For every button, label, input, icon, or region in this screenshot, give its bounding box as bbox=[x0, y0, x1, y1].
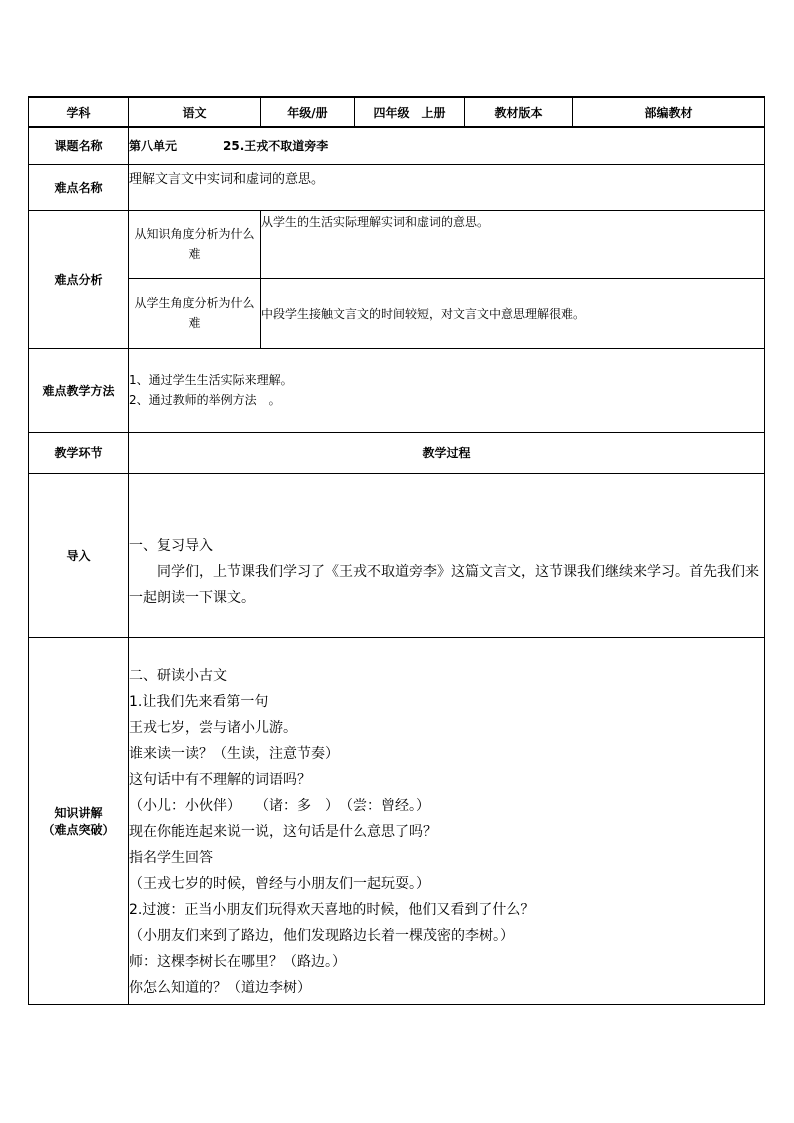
analysis-row-1 bbox=[29, 210, 765, 278]
knowledge-line: 你怎么知道的？（道边李树） bbox=[129, 979, 311, 996]
knowledge-angle-label: 从知识角度分析为什么难 bbox=[129, 210, 261, 278]
knowledge-line: 2.过渡：正当小朋友们玩得欢天喜地的时候，他们又看到了什么？ bbox=[129, 901, 535, 918]
method-item: 2、通过教师的举例方法 。 bbox=[129, 393, 281, 407]
knowledge-line: 这句话中有不理解的词语吗？ bbox=[129, 771, 311, 788]
knowledge-line: 师：这棵李树长在哪里？（路边。） bbox=[129, 953, 346, 970]
lesson-plan-table bbox=[28, 96, 765, 1005]
difficulty-label: 难点名称 bbox=[29, 164, 129, 210]
process-label: 教学过程 bbox=[129, 432, 765, 473]
method-row bbox=[29, 348, 765, 432]
knowledge-line: （小儿：小伙伴） （诸：多 ） （尝：曾经。） bbox=[129, 797, 430, 814]
knowledge-label bbox=[29, 637, 129, 1004]
knowledge-angle-value: 从学生的生活实际理解实词和虚词的意思。 bbox=[261, 210, 765, 278]
intro-content bbox=[129, 473, 765, 637]
analysis-row-2 bbox=[29, 278, 765, 348]
course-unit: 第八单元 bbox=[129, 139, 178, 154]
edition-value: 部编教材 bbox=[573, 97, 765, 127]
intro-label: 导入 bbox=[29, 473, 129, 637]
course-name: 25.王戎不取道旁李 bbox=[223, 139, 329, 154]
difficulty-value: 理解文言文中实词和虚词的意思。 bbox=[129, 164, 765, 210]
analysis-label: 难点分析 bbox=[29, 210, 129, 348]
knowledge-line: （王戎七岁的时候，曾经与小朋友们一起玩耍。） bbox=[129, 875, 430, 892]
knowledge-heading: 二、研读小古文 bbox=[129, 667, 227, 684]
process-header-row bbox=[29, 432, 765, 473]
stage-label: 教学环节 bbox=[29, 432, 129, 473]
header-row bbox=[29, 97, 765, 127]
intro-heading: 一、复习导入 bbox=[129, 538, 213, 554]
method-label: 难点教学方法 bbox=[29, 348, 129, 432]
method-list bbox=[129, 348, 765, 432]
student-angle-value: 中段学生接触文言文的时间较短，对文言文中意思理解很难。 bbox=[261, 278, 765, 348]
grade-label: 年级/册 bbox=[261, 97, 355, 127]
course-row bbox=[29, 127, 765, 164]
student-angle-label: 从学生角度分析为什么难 bbox=[129, 278, 261, 348]
intro-paragraph: 同学们，上节课我们学习了《王戎不取道旁李》这篇文言文，这节课我们继续来学习。首先我们来一起朗读一下课文。 bbox=[129, 564, 759, 606]
knowledge-line: （小朋友们来到了路边，他们发现路边长着一棵茂密的李树。） bbox=[129, 927, 514, 944]
knowledge-line: 王戎七岁，尝与诸小儿游。 bbox=[129, 719, 297, 736]
difficulty-row bbox=[29, 164, 765, 210]
knowledge-line: 1.让我们先来看第一句 bbox=[129, 693, 269, 710]
knowledge-label-line2: （难点突破） bbox=[42, 822, 115, 837]
course-label: 课题名称 bbox=[29, 127, 129, 164]
edition-label: 教材版本 bbox=[465, 97, 573, 127]
knowledge-line: 现在你能连起来说一说，这句话是什么意思了吗？ bbox=[129, 823, 437, 840]
knowledge-line: 指名学生回答 bbox=[129, 849, 213, 866]
subject-value: 语文 bbox=[129, 97, 261, 127]
knowledge-label-line1: 知识讲解 bbox=[54, 805, 103, 820]
subject-label: 学科 bbox=[29, 97, 129, 127]
course-title bbox=[129, 127, 765, 164]
method-item: 1、通过学生生活实际来理解。 bbox=[129, 373, 293, 387]
knowledge-content bbox=[129, 637, 765, 1004]
knowledge-row bbox=[29, 637, 765, 1004]
grade-value: 四年级 上册 bbox=[355, 97, 465, 127]
knowledge-line: 谁来读一读？（生读，注意节奏） bbox=[129, 745, 339, 762]
intro-row bbox=[29, 473, 765, 637]
